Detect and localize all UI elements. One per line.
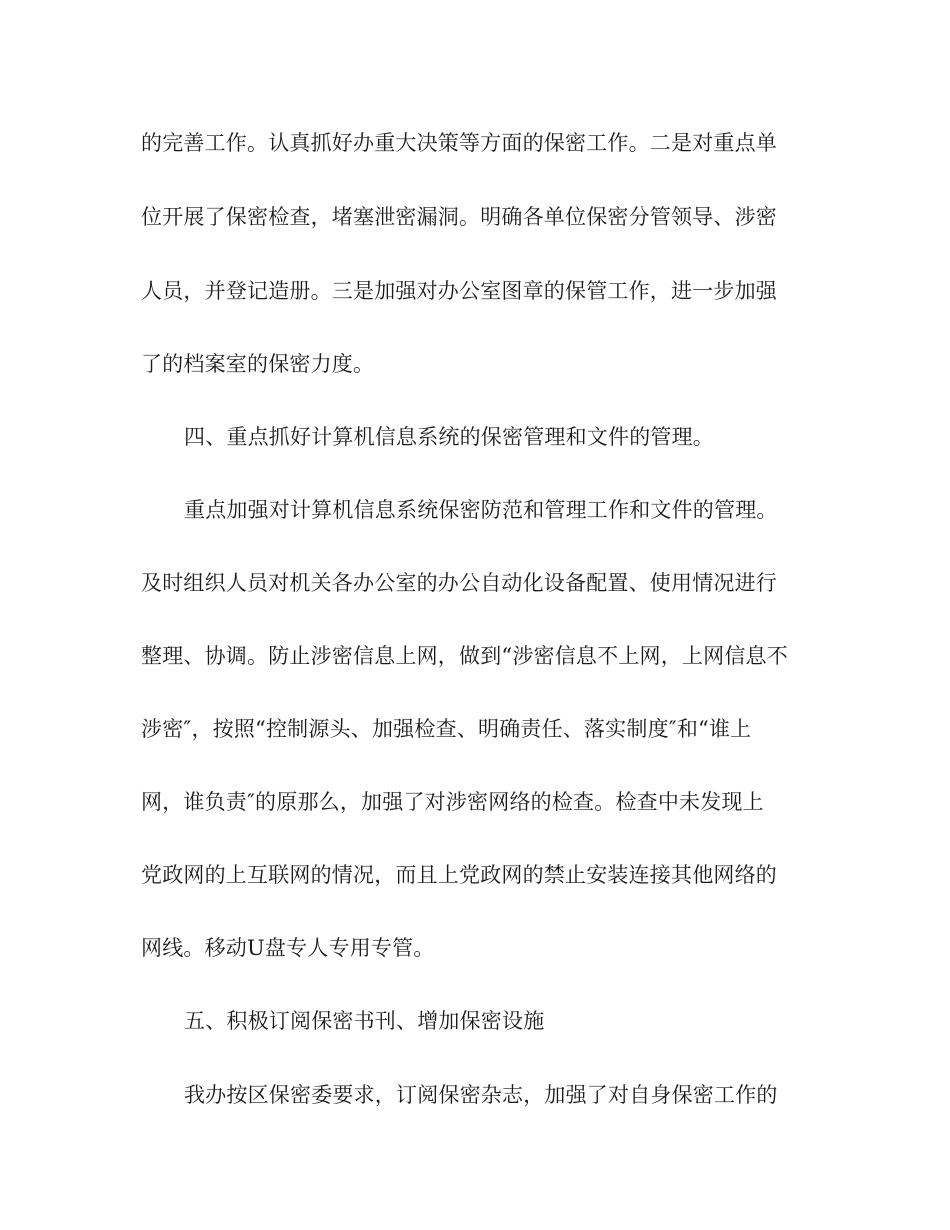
section-heading: 四、重点抓好计算机信息系统的保密管理和文件的管理。	[184, 425, 714, 449]
body-text-line: 的完善工作。认真抓好办重大决策等方面的保密工作。二是对重点单	[141, 131, 777, 155]
body-text-line: 了的档案室的保密力度。	[141, 352, 375, 376]
body-text-line: 位开展了保密检查，堵塞泄密漏洞。明确各单位保密分管领导、涉密	[141, 205, 777, 229]
body-text-line: 及时组织人员对机关各办公室的办公自动化设备配置、使用情况进行	[141, 571, 777, 595]
paragraph-first-line: 重点加强对计算机信息系统保密防范和管理工作和文件的管理。	[184, 498, 778, 522]
paragraph-first-line: 我办按区保密委要求，订阅保密杂志，加强了对自身保密工作的	[184, 1083, 778, 1107]
body-text-line: 整理、协调。防止涉密信息上网，做到“涉密信息不上网，上网信息不	[141, 644, 788, 668]
body-text-line: 网，谁负责″的原那么，加强了对涉密网络的检查。检查中未发现上	[141, 790, 764, 814]
section-heading: 五、积极订阅保密书刊、增加保密设施	[184, 1009, 545, 1033]
body-text-line: 涉密″，按照“控制源头、加强检查、明确责任、落实制度″和“谁上	[141, 717, 752, 741]
body-text-line: 党政网的上互联网的情况，而且上党政网的禁止安装连接其他网络的	[141, 863, 777, 887]
body-text-line: 网线。移动U盘专人专用专管。	[141, 936, 435, 960]
body-text-line: 人员，并登记造册。三是加强对办公室图章的保管工作，进一步加强	[141, 279, 777, 303]
